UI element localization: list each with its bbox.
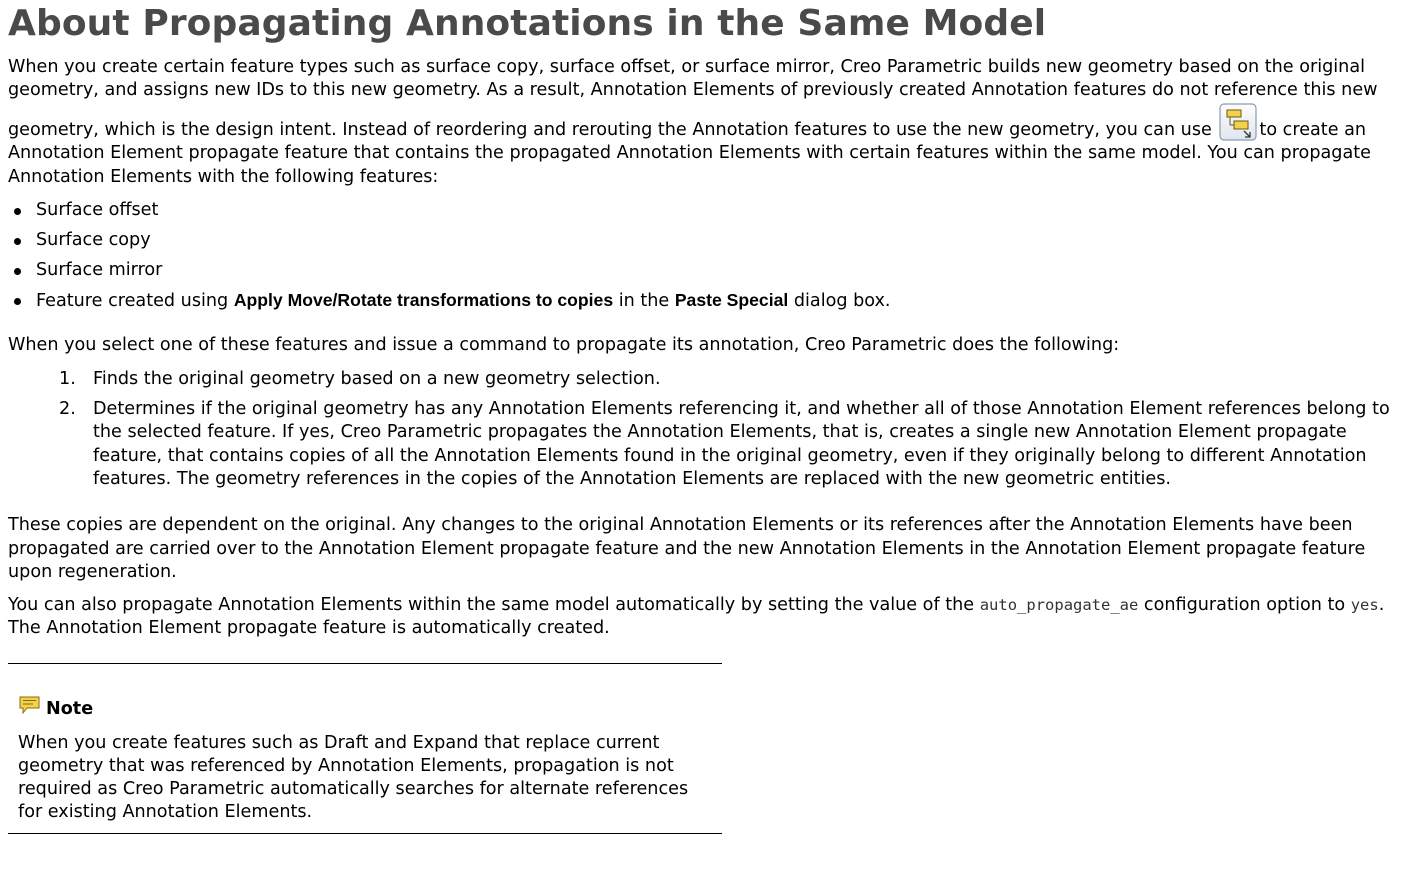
list-item: [8, 199, 1410, 222]
bullet-icon: [14, 208, 21, 215]
feature-label: Surface offset: [36, 200, 159, 221]
select-paragraph: When you select one of these features and issue a command to propagate its annotation, Creo Parametric does the following:: [8, 335, 1120, 356]
list-item: [8, 368, 1410, 391]
note-text: When you create features such as Draft and Expand that replace current geometry that was referenced by Annotation Elements, propagation is not required as Creo Parametric automatically searches for alternate references for existing Annotation Elements.: [18, 732, 689, 822]
list-item: [8, 259, 1410, 282]
config-option-name: auto_propagate_ae: [979, 595, 1139, 614]
auto-text-1: You can also propagate Annotation Elements within the same model automatically by setting the value of the: [8, 594, 980, 615]
list-item: [8, 398, 1410, 492]
feature-list: [8, 199, 1410, 313]
note-title: Note: [46, 698, 94, 719]
bullet-icon: [14, 238, 21, 245]
ui-term-move-rotate: Apply Move/Rotate transformations to copies: [233, 290, 614, 311]
page-title: About Propagating Annotations in the Same Model: [8, 3, 1047, 44]
feature-prefix: Feature created using: [36, 291, 234, 312]
feature-label: Surface copy: [36, 230, 151, 251]
config-option-value: yes: [1350, 595, 1379, 614]
list-item: [8, 229, 1410, 252]
step-text: Finds the original geometry based on a new geometry selection.: [93, 368, 661, 389]
note-icon: [18, 695, 42, 717]
step-number: 1.: [59, 368, 76, 389]
list-item: [8, 289, 1410, 313]
annotation-propagate-icon[interactable]: [1219, 103, 1257, 141]
step-text: Determines if the original geometry has any Annotation Elements referencing it, and whether all of those Annotation Element references belong to the selected feature. If yes, Creo Parametric propagates the Annotation Elements, that is, creates a single new Annotation Element propagate feature, that contains copies of all the Annotation Elements found in the original geometry, even if they originally belong to different Annotation features. The geometry references in the copies of the Annotation Elements are replaced with the new geometric entities.: [93, 398, 1390, 490]
intro-text-2: to create an Annotation Element propagate feature that contains the propagated Annotation Elements with certain features within the same model. You can propagate Annotation Elements with the following features:: [8, 119, 1371, 187]
steps-list: [8, 368, 1410, 492]
intro-text-1: When you create certain feature types such as surface copy, surface offset, or surface mirror, Creo Parametric builds new geometry based on the original geometry, and assigns new IDs to this new geometry. As a result, Annotation Elements of previously created Annotation features do not reference this new geometry, which is the design intent. Instead of reordering and rerouting the Annotation features to use the new geometry, you can use: [8, 57, 1378, 140]
note-header: [18, 698, 712, 722]
auto-propagate-paragraph: [8, 594, 1410, 641]
feature-middle: in the: [613, 291, 675, 312]
ui-term-paste-special: Paste Special: [674, 290, 789, 311]
bullet-icon: [14, 268, 21, 275]
auto-text-3: . The Annotation Element propagate feature is automatically created.: [8, 594, 1385, 639]
intro-paragraph: [8, 56, 1410, 189]
auto-text-2: configuration option to: [1138, 594, 1351, 615]
copies-paragraph: These copies are dependent on the original. Any changes to the original Annotation Elements or its references after the Annotation Elements have been propagated are carried over to the Annotation Element propagate feature and the new Annotation Elements in the Annotation Element propagate feature upon regeneration.: [8, 515, 1366, 583]
bullet-icon: [14, 298, 21, 305]
step-number: 2.: [59, 398, 76, 419]
feature-label: Surface mirror: [36, 260, 163, 281]
note-box: [8, 663, 722, 834]
feature-suffix: dialog box.: [788, 291, 891, 312]
